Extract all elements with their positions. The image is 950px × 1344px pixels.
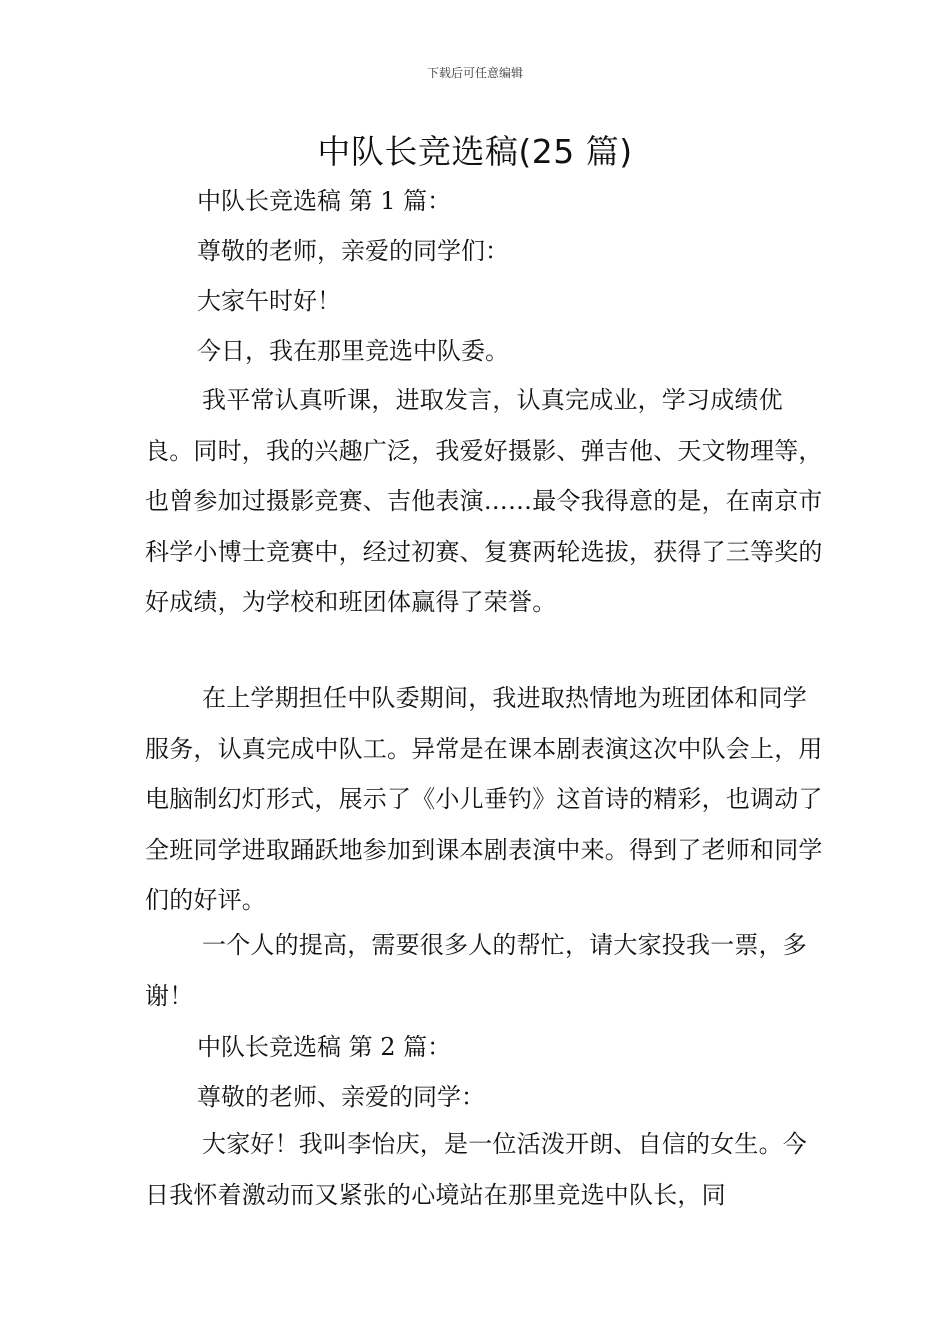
salutation-1: 尊敬的老师，亲爱的同学们： — [197, 237, 509, 265]
intro-paragraph-2: 大家好！我叫李怡庆，是一位活泼开朗、自信的女生。今日我怀着激动而又紧张的心境站在那里竞选中队长，同 — [145, 1130, 807, 1209]
body-paragraph-achievements: 我平常认真听课，进取发言，认真完成业，学习成绩优良。同时，我的兴趣广泛，我爱好摄影、弹吉他、天文物理等，也曾参加过摄影竞赛、吉他表演……最令我得意的是，在南京市科学小博士竞赛中，经过初赛、复赛两轮选拔，获得了三等奖的好成绩，为学校和班团体赢得了荣誉。 — [145, 386, 823, 617]
closing-paragraph-1: 一个人的提高，需要很多人的帮忙，请大家投我一票，多谢！ — [145, 931, 807, 1010]
intro-paragraph-1: 今日，我在那里竞选中队委。 — [197, 337, 509, 365]
salutation-2: 尊敬的老师、亲爱的同学： — [197, 1083, 485, 1111]
body-paragraph-service: 在上学期担任中队委期间，我进取热情地为班团体和同学服务，认真完成中队工。异常是在课本剧表演这次中队会上，用电脑制幻灯形式，展示了《小儿垂钓》这首诗的精彩，也调动了全班同学进取踊跃地参加到课本剧表演中来。得到了老师和同学们的好评。 — [145, 684, 823, 915]
greeting-1: 大家午时好！ — [197, 287, 341, 315]
section-heading-2: 中队长竞选稿 第 2 篇： — [197, 1033, 452, 1061]
section-heading-1: 中队长竞选稿 第 1 篇： — [197, 187, 452, 215]
header-note: 下载后可任意编辑 — [426, 66, 523, 80]
document-title: 中队长竞选稿(25 篇) — [317, 132, 633, 171]
